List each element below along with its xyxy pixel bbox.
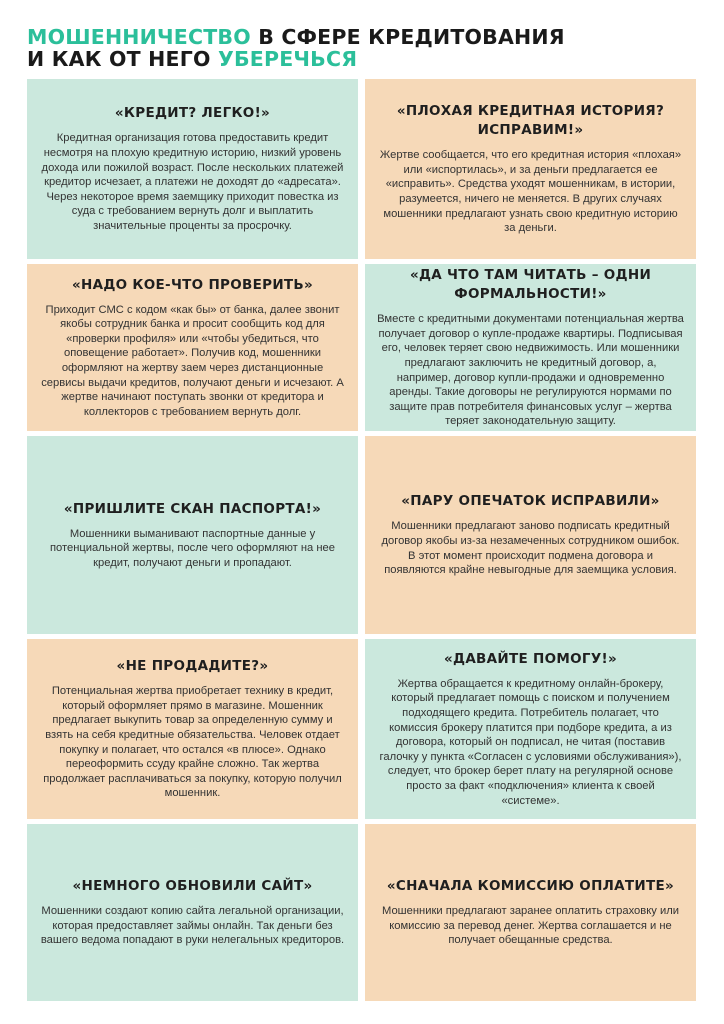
card-formalities <box>365 264 696 431</box>
card-credit-easy <box>27 79 358 259</box>
page-title <box>27 26 707 70</box>
cards-grid <box>27 79 696 999</box>
card-pay-commission-first <box>365 824 696 1001</box>
title-accent-1: МОШЕННИЧЕСТВО <box>27 25 251 49</box>
card-title: «ПАРУ ОПЕЧАТОК ИСПРАВИЛИ» <box>401 493 660 510</box>
title-line-1 <box>27 26 707 48</box>
card-title: «НЕМНОГО ОБНОВИЛИ САЙТ» <box>72 878 313 895</box>
card-title: «ПЛОХАЯ КРЕДИТНАЯ ИСТОРИЯ? ИСПРАВИМ!» <box>396 103 665 139</box>
card-will-you-sell <box>27 639 358 819</box>
card-text: Мошенники создают копию сайта легальной организации, которая предоставляет займы онлайн. Так деньги без вашего ведома попадают в руки нелегальных кредиторов. <box>40 905 345 947</box>
card-need-to-check <box>27 264 358 431</box>
card-title: «ДАВАЙТЕ ПОМОГУ!» <box>443 650 618 667</box>
card-passport-scan <box>27 436 358 634</box>
card-text: Приходит СМС с кодом «как бы» от банка, далее звонит якобы сотрудник банка и просит сообщить код для «проверки профиля» или «чтобы убедиться, что оповещение работает». Получив код, мошенники оформляют на жертву заем через дистанционные сервисы выдачи кредитов, получают деньги и исчезают. А жертве начинают поступать звонки от кредитора и коллекторов с требованием вернуть долг. <box>41 303 344 418</box>
card-text: Мошенники выманивают паспортные данные у потенциальной жертвы, после чего оформляют на нее кредит, получают деньги и пропадают. <box>49 527 336 569</box>
card-text: Потенциальная жертва приобретает технику в кредит, который оформляет прямо в магазине. Мошенник предлагает выкупить товар за определенную сумму и взять на себя кредитные обязательства. Человек отдает покупку и полагает, что остался «в плюсе». Однако переоформить ссуду крайне сложно. Так жертва продолжает расплачиваться за покупку, которую получил мошенник. <box>43 685 342 800</box>
card-let-me-help <box>365 639 696 819</box>
card-title: «КРЕДИТ? ЛЕГКО!» <box>114 105 271 122</box>
title-text-2: И КАК ОТ НЕГО <box>27 47 218 71</box>
title-text-1: В СФЕРЕ КРЕДИТОВАНИЯ <box>250 25 565 49</box>
title-line-2 <box>27 48 707 70</box>
card-typos-fixed <box>365 436 696 634</box>
card-bad-credit-history <box>365 79 696 259</box>
card-title: «НЕ ПРОДАДИТЕ?» <box>116 658 269 675</box>
card-text: Мошенники предлагают заранее оплатить страховку или комиссию за перевод денег. Жертва соглашается и не получает обещанные средства. <box>382 905 679 947</box>
card-title: «ПРИШЛИТЕ СКАН ПАСПОРТА!» <box>63 500 322 517</box>
card-text: Мошенники предлагают заново подписать кредитный договор якобы из-за незамеченных сотрудником ошибок. В этот момент происходит подмена договора и появляются крайне невыгодные для заемщика условия. <box>381 520 680 577</box>
title-accent-2: УБЕРЕЧЬСЯ <box>217 47 358 71</box>
card-text: Жертве сообщается, что его кредитная история «плохая» или «испортилась», и за деньги предлагается ее «исправить». Средства уходят мошенникам, в истории, разумеется, ничего не меняется. В других случаях мошенники предлагают узнать свою кредитную историю за деньги. <box>379 149 682 235</box>
card-title: «НАДО КОЕ-ЧТО ПРОВЕРИТЬ» <box>71 276 314 293</box>
card-text: Кредитная организация готова предоставить кредит несмотря на плохую кредитную историю, низкий уровень дохода или пожилой возраст. После нескольких платежей кредитор исчезает, а платежи не доходят до «адресата». Через некоторое время заемщику приходит повестка из суда с требованием вернуть долг и выплатить значительные проценты за просрочку. <box>41 132 344 232</box>
card-title: «ДА ЧТО ТАМ ЧИТАТЬ – ОДНИ ФОРМАЛЬНОСТИ!» <box>409 267 652 303</box>
card-text: Вместе с кредитными документами потенциальная жертва получает договор о купле-продаже квартиры. Подписывая его, человек теряет свою недвижимость. Или мошенники предлагают заключить не кредитный договор, а, например, договор купли-продажи и одновременно аренды. Такие договоры не регулируются нормами по защите прав потребителя финансовых услуг – жертва теряет законодательную защиту. <box>377 313 684 428</box>
card-site-updated <box>27 824 358 1001</box>
card-title: «СНАЧАЛА КОМИССИЮ ОПЛАТИТЕ» <box>386 878 675 895</box>
card-text: Жертва обращается к кредитному онлайн-брокеру, который предлагает помощь с поиском и получением подходящего кредита. Потребитель полагает, что комиссия брокеру платится при подборе кредита, а из договора, который он подписал, не читая (поставив галочку у пункта «Согласен с условиями обслуживания»), следует, что брокер берет плату на регулярной основе просто за факт «подключения» клиента к своей «системе». <box>379 677 682 807</box>
